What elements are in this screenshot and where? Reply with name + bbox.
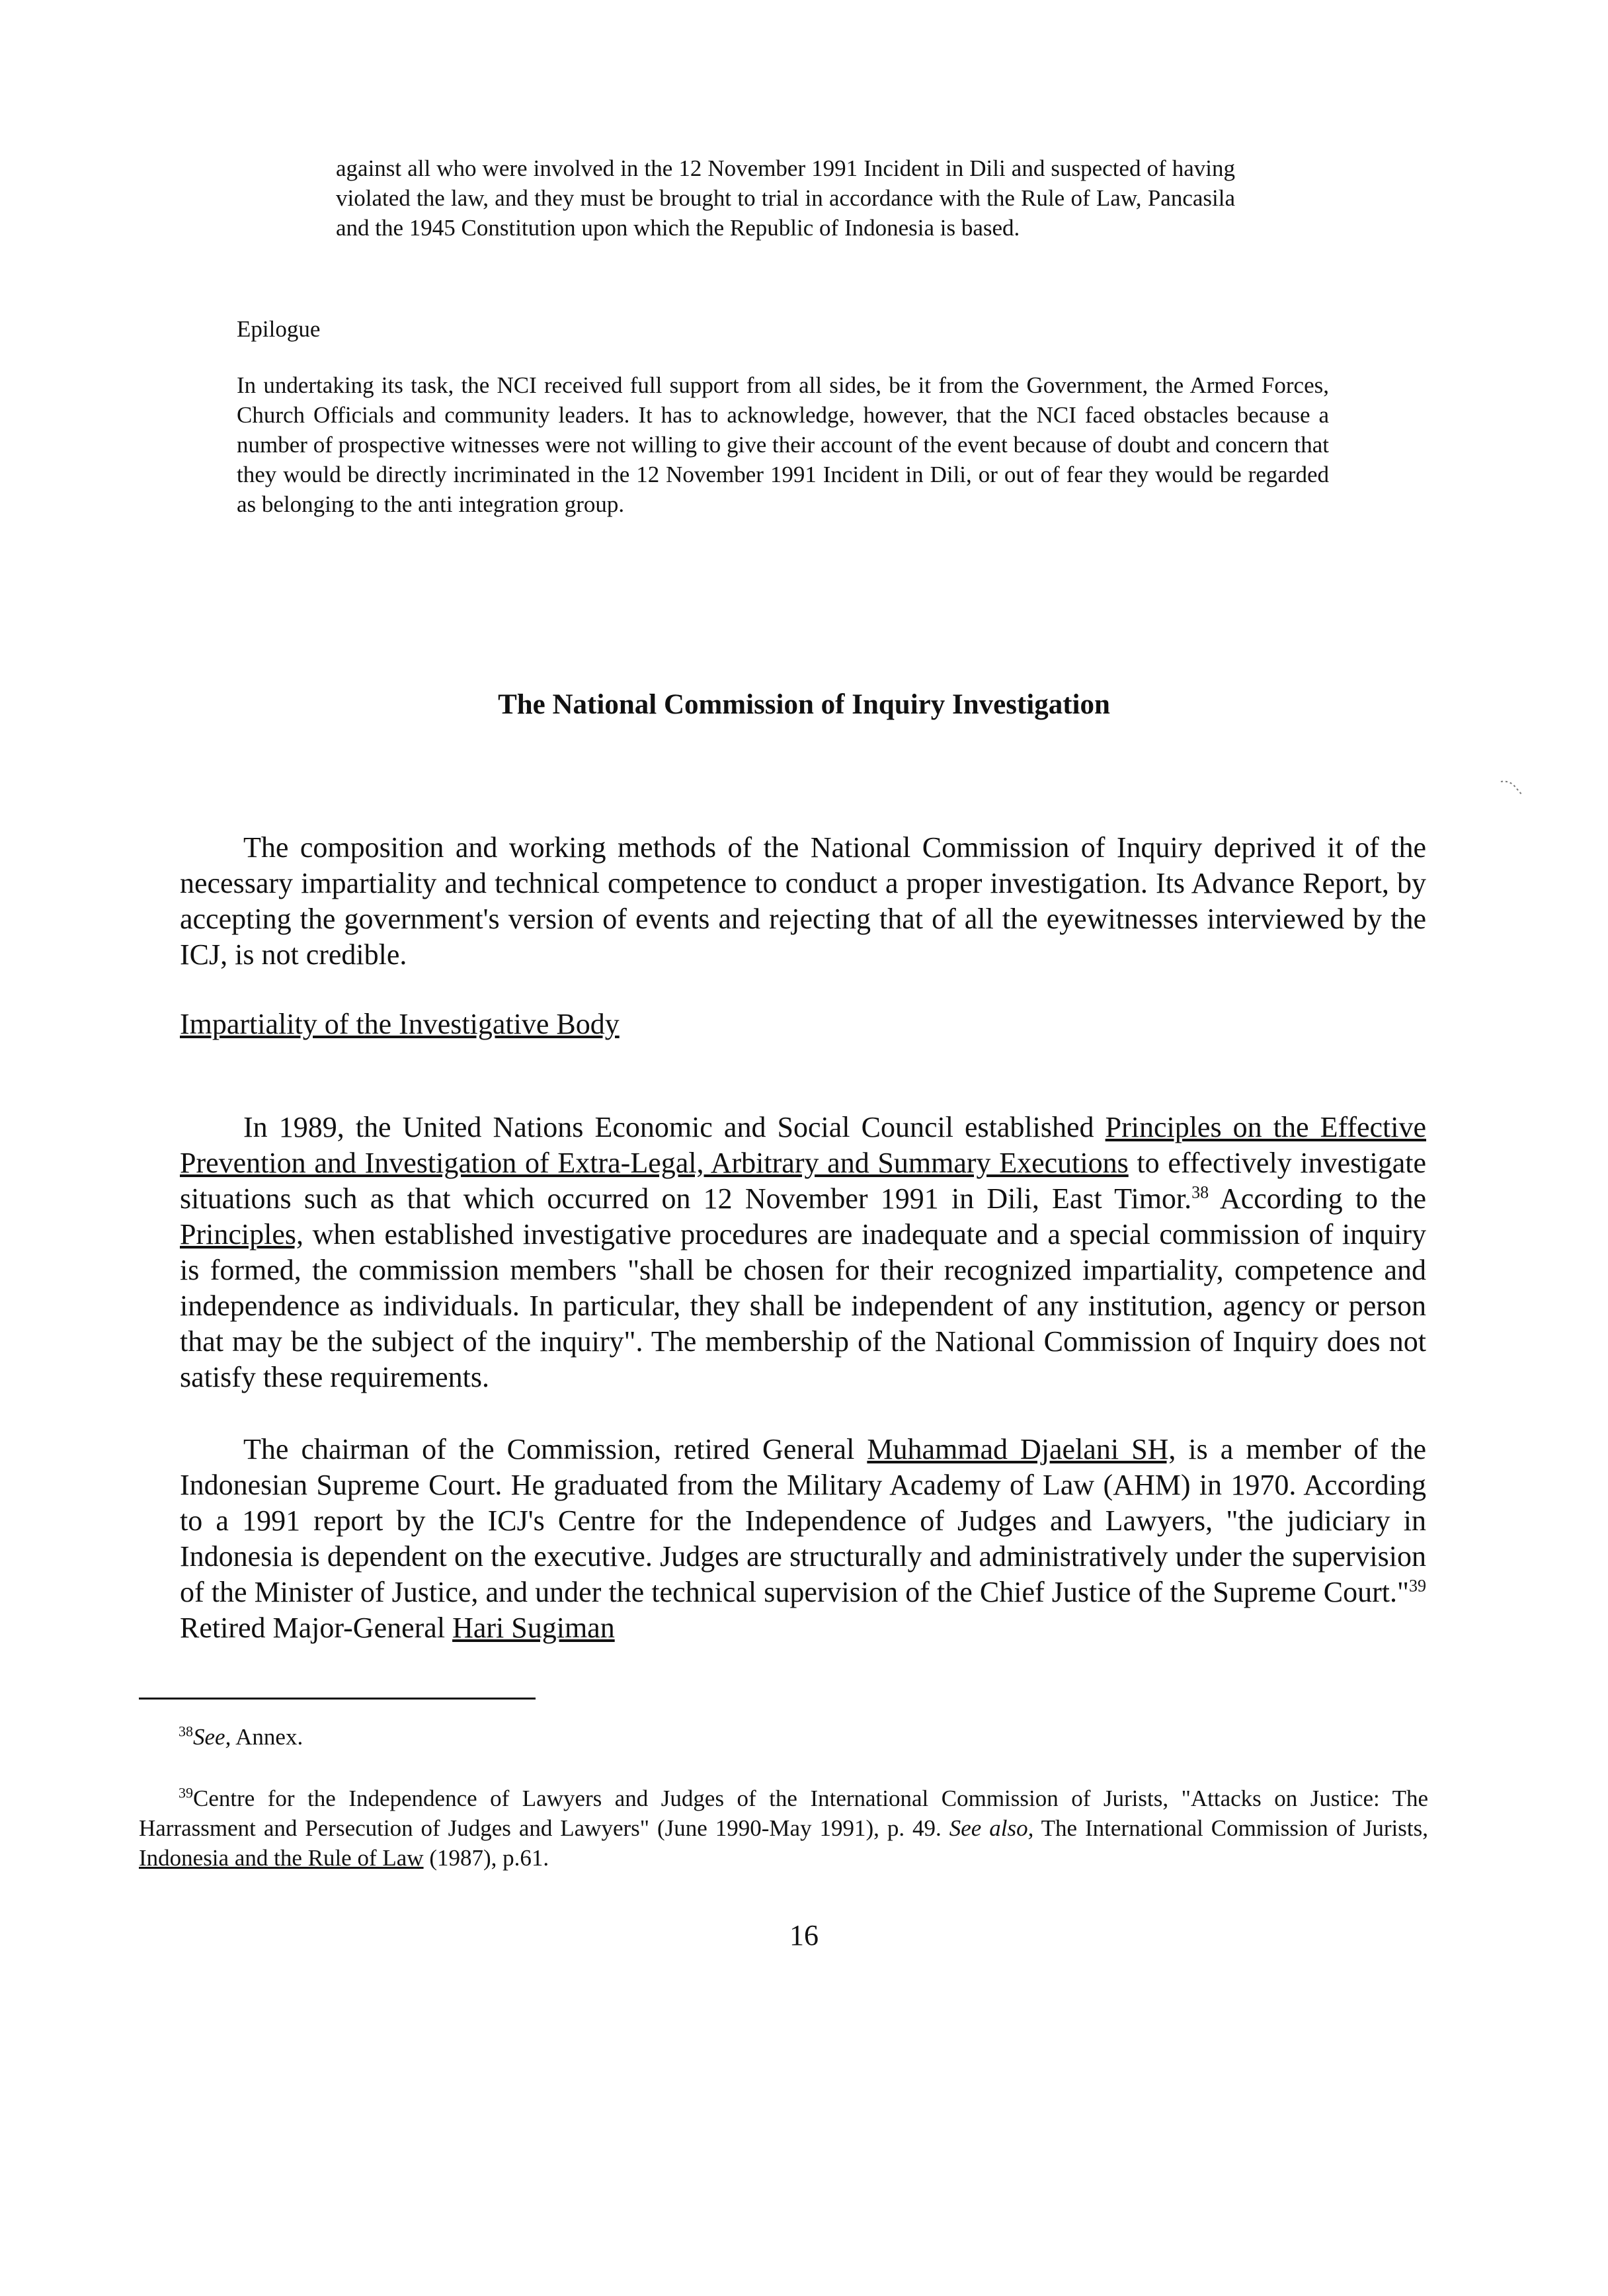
principles-document-title: Principles on the Effective Prevention and Investigation of Extra-Legal, Arbitrary and Summary Executions	[180, 1111, 1427, 1179]
impartiality-paragraph	[180, 1110, 1426, 1395]
footnote-39-see-also: See also,	[949, 1815, 1034, 1841]
quoted-recommendation: against all who were involved in the 12 November 1991 Incident in Dili and suspected of having violated the law, and they must be brought to trial in accordance with the Rule of Law, Pancasila and the 1945 Constitution upon which the Republic of Indonesia is based.	[336, 155, 1235, 241]
footnote-39-text-c: (1987), p.61.	[429, 1845, 549, 1871]
section-title: The National Commission of Inquiry Investigation	[498, 689, 1110, 720]
footnote-39-text-a: Centre for the Independence of Lawyers and Judges of the International Commission of Jurists, "Attacks on Justice: The Harrassment and Persecution of Judges and Lawyers" (June 1990-May 1991), p. 49.	[139, 1785, 1428, 1841]
footnote-separator	[139, 1698, 536, 1700]
footnote-ref-38: 38	[1191, 1182, 1209, 1202]
footnote-38-mark: 38	[179, 1723, 193, 1740]
footnote-38-text: Annex.	[235, 1724, 303, 1750]
principles-short-title: Principles,	[180, 1218, 303, 1250]
intro-paragraph	[180, 830, 1426, 973]
footnote-39	[139, 1784, 1428, 1873]
chairman-text-c: Retired Major-General	[180, 1612, 446, 1644]
footnote-39-book-title: Indonesia and the Rule of Law	[139, 1845, 424, 1871]
footnote-ref-39: 39	[1409, 1576, 1426, 1596]
footnote-38	[139, 1722, 1428, 1752]
impartiality-text-a: In 1989, the United Nations Economic and Social Council established	[243, 1111, 1094, 1143]
impartiality-text-b: to effectively investigate situations such as that which occurred on 12 November 1991 in Dili, East Timor.	[180, 1147, 1427, 1215]
page-number: 16	[789, 1919, 819, 1951]
chairman-name: Muhammad Djaelani SH,	[867, 1433, 1176, 1465]
footnote-39-text-b: The International Commission of Jurists,	[1041, 1815, 1428, 1841]
impartiality-text-d: when established investigative procedures are inadequate and a special commission of inquiry is formed, the commission members "shall be chosen for their recognized impartiality, competence and independence as individuals. In particular, they shall be independent of any institution, agency or person that may be the subject of the inquiry". The membership of the National Commission of Inquiry does not satisfy these requirements.	[180, 1218, 1426, 1393]
impartiality-subheading: Impartiality of the Investigative Body	[180, 1008, 620, 1040]
footnote-38-see: See,	[193, 1724, 231, 1750]
epilogue-paragraph: In undertaking its task, the NCI received full support from all sides, be it from the Government, the Armed Forces, Church Officials and community leaders. It has to acknowledge, however, that the NCI faced obstacles because a number of prospective witnesses were not willing to give their account of the event because of doubt and concern that they would be directly incriminated in the 12 November 1991 Incident in Dili, or out of fear they would be regarded as belonging to the anti integration group.	[237, 372, 1329, 517]
footnote-39-mark: 39	[179, 1784, 193, 1801]
intro-paragraph-text: The composition and working methods of the National Commission of Inquiry deprived it of the necessary impartiality and technical competence to conduct a proper investigation. Its Advance Report, by accepting the government's version of events and rejecting that of all the eyewitnesses interviewed by the ICJ, is not credible.	[180, 831, 1426, 971]
impartiality-text-c: According to the	[1219, 1182, 1426, 1215]
chairman-paragraph	[180, 1432, 1426, 1646]
scan-speck-icon	[1500, 779, 1526, 799]
member-name: Hari Sugiman	[452, 1612, 615, 1644]
chairman-text-b: is a member of the Indonesian Supreme Court. He graduated from the Military Academy of Law (AHM) in 1970. According to a 1991 report by the ICJ's Centre for the Independence of Judges and Lawyers, "the judiciary in Indonesia is dependent on the executive. Judges are structurally and administratively under the supervision of the Minister of Justice, and under the technical supervision of the Chief Justice of the Supreme Court."	[180, 1433, 1426, 1608]
chairman-text-a: The chairman of the Commission, retired General	[243, 1433, 855, 1465]
epilogue-heading: Epilogue	[237, 316, 321, 342]
